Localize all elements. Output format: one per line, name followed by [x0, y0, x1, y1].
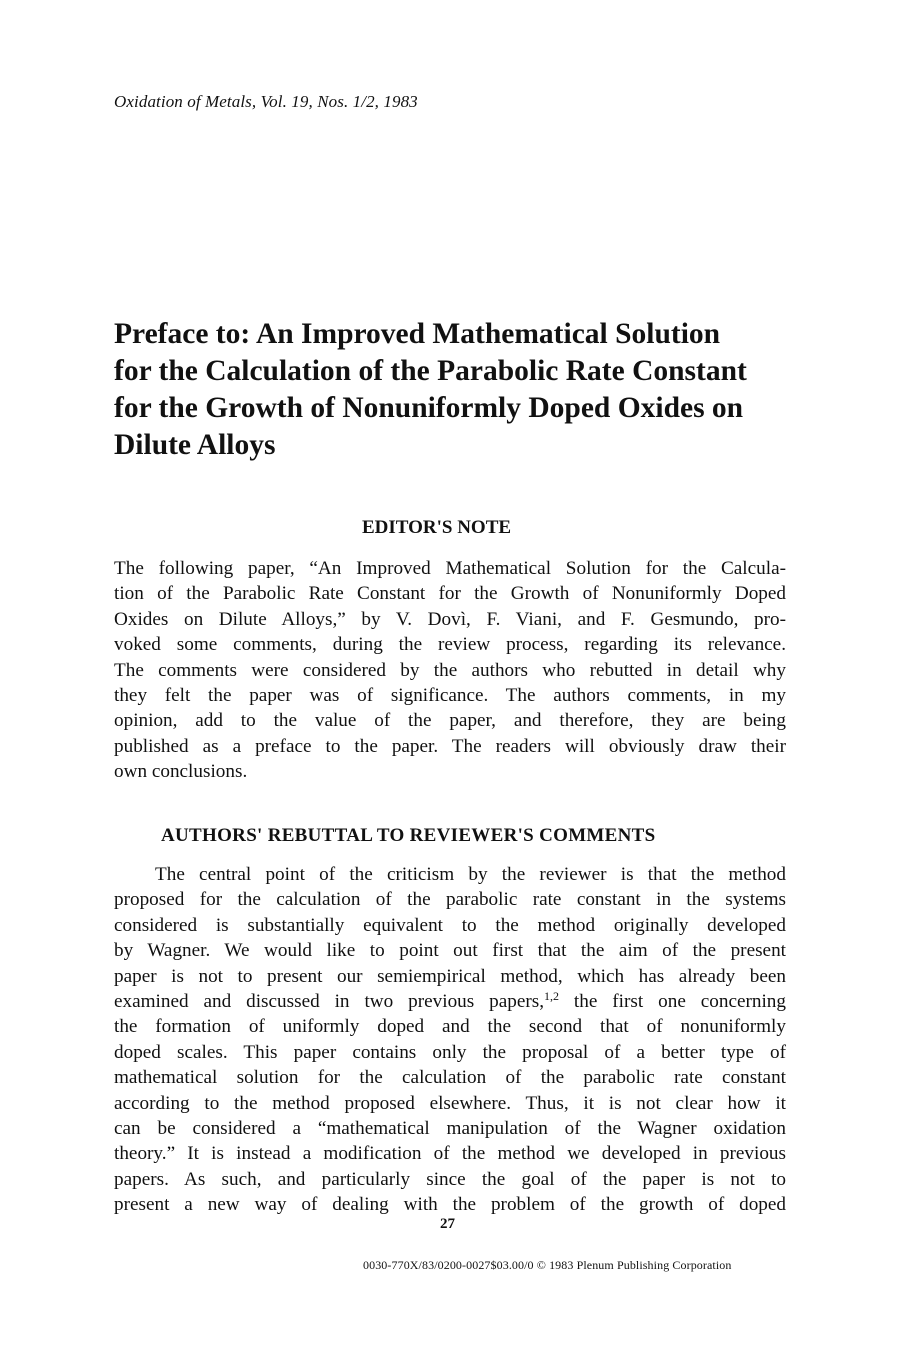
text-line: papers. As such, and particularly since the goal of the paper is not to [114, 1168, 786, 1190]
ref-line-after: the first one concerning [559, 990, 786, 1012]
text-line: The central point of the criticism by the reviewer is that the method [155, 864, 786, 885]
page-number: 27 [440, 1216, 455, 1232]
title-line: Preface to: An Improved Mathematical Solution [114, 318, 721, 350]
text-line: Oxides on Dilute Alloys,” by V. Dovì, F. Viani, and F. Gesmundo, pro- [114, 608, 786, 630]
text-line: published as a preface to the paper. The readers will obviously draw their [114, 735, 786, 757]
text-line: paper is not to present our semiempirical method, which has already been [114, 965, 786, 987]
editors-note-body [114, 556, 786, 785]
text-line: The comments were considered by the authors who rebutted in detail why [114, 659, 786, 681]
text-line: by Wagner. We would like to point out first that the aim of the present [114, 940, 786, 962]
text-line: according to the method proposed elsewhere. Thus, it is not clear how it [114, 1092, 786, 1114]
rebuttal-heading: AUTHORS' REBUTTAL TO REVIEWER'S COMMENTS [161, 825, 656, 846]
text-line: theory.” It is instead a modification of the method we developed in previous [114, 1143, 786, 1165]
title-line: for the Growth of Nonuniformly Doped Oxides on [114, 392, 744, 424]
text-line: present a new way of dealing with the problem of the growth of doped [114, 1194, 786, 1216]
rebuttal-body [114, 862, 786, 1217]
ref-line-before: examined and discussed in two previous papers, [114, 990, 545, 1012]
text-line: opinion, add to the value of the paper, and therefore, they are being [114, 710, 786, 732]
text-line: considered is substantially equivalent to the method originally developed [114, 914, 786, 936]
text-line: own conclusions. [114, 761, 248, 783]
editors-note-heading: EDITOR'S NOTE [362, 517, 512, 538]
text-line: voked some comments, during the review process, regarding its relevance. [114, 634, 786, 656]
journal-citation: Oxidation of Metals, Vol. 19, Nos. 1/2, 1983 [114, 92, 418, 111]
text-line: The following paper, “An Improved Mathematical Solution for the Calcula- [114, 558, 786, 579]
title-line: for the Calculation of the Parabolic Rate Constant [114, 355, 747, 387]
text-line: doped scales. This paper contains only the proposal of a better type of [114, 1041, 786, 1063]
text-line: can be considered a “mathematical manipulation of the Wagner oxidation [114, 1117, 786, 1139]
reference-superscript: 1,2 [544, 988, 560, 1003]
title-line: Dilute Alloys [114, 429, 276, 461]
text-line: mathematical solution for the calculation of the parabolic rate constant [114, 1067, 786, 1089]
copyright-footer: 0030-770X/83/0200-0027$03.00/0 © 1983 Plenum Publishing Corporation [363, 1258, 732, 1272]
text-line-with-reference [114, 989, 786, 1014]
article-title [114, 316, 804, 464]
text-line: proposed for the calculation of the parabolic rate constant in the systems [114, 889, 786, 911]
text-line: tion of the Parabolic Rate Constant for the Growth of Nonuniformly Doped [114, 583, 786, 605]
text-line: the formation of uniformly doped and the second that of nonuniformly [114, 1016, 786, 1038]
text-line: they felt the paper was of significance. The authors comments, in my [114, 684, 786, 706]
